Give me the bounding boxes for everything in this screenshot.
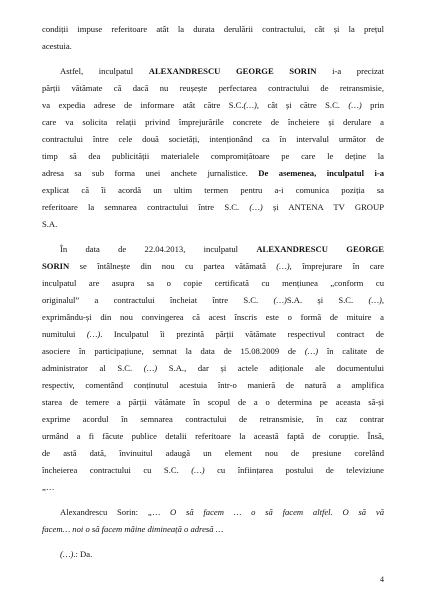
text-line [42, 216, 384, 233]
text-line [42, 360, 384, 377]
text-line [42, 428, 384, 445]
paragraph-gap [42, 496, 384, 504]
text-span: S.A. și S.C. [286, 295, 369, 305]
text-span: .: Da. [73, 549, 93, 559]
italic-text: (…) [273, 295, 287, 305]
text-line [42, 546, 384, 563]
italic-text: (…) [249, 202, 263, 212]
text-line [42, 394, 384, 411]
text-span: care va solicita relații privind împrejurările concrete de încheiere și derulare a [42, 117, 384, 127]
text-span: și ANTENA TV GROUP [262, 202, 384, 212]
italic-text: (…) [143, 363, 158, 373]
text-line [42, 63, 384, 80]
text-span: i-a precizat [316, 66, 384, 76]
text-span: acestuia. [42, 41, 72, 51]
italic-text: (…) [368, 295, 382, 305]
bold-text: De asemenea, inculpatul i-a [258, 168, 384, 178]
text-line [42, 292, 384, 309]
text-line [42, 521, 384, 538]
bold-text: SORIN [42, 261, 70, 271]
text-span: S.A., dar și actele adiționale ale documentului [157, 363, 384, 373]
paragraph [42, 546, 384, 563]
italic-text: (…) [60, 549, 74, 559]
text-span: timp să dea publicității materialele compromițătoare pe care le deține la [42, 151, 384, 161]
italic-text: (…) [304, 346, 319, 356]
text-span: numitului [42, 329, 87, 339]
text-span: starea de temere a părții vătămate în scopul de a o determina pe aceasta să-și [42, 397, 384, 407]
text-line [42, 21, 384, 38]
text-line [42, 309, 384, 326]
text-span: încheierea contractului cu S.C. [42, 465, 192, 475]
text-line [42, 462, 384, 479]
text-span: se întâlnește din nou cu partea vătămată [69, 261, 277, 271]
text-span: originalul” a contractului încheiat între S.C. [42, 295, 274, 305]
text-span: de astă dată, învinuitul adaugă un element nou de presiune corelând [42, 448, 384, 458]
text-span: exprime acordul în semnarea contractului de retransmisie, în caz contrar [42, 414, 384, 424]
text-span: . Inculpatul îi prezintă părții vătămate respectivul contract de [100, 329, 384, 339]
text-line [42, 258, 384, 275]
text-line [42, 326, 384, 343]
text-line [42, 377, 384, 394]
text-span: referitoare la semnarea contractului între S.C. [42, 202, 250, 212]
text-line [42, 504, 384, 521]
text-line [42, 97, 384, 114]
text-span: condiții impuse referitoare atât la durata derulării contractului, cât și la prețul [42, 24, 384, 34]
italic-text: (…) [276, 261, 290, 271]
text-span: , împrejurare în care [289, 261, 384, 271]
text-line [42, 343, 384, 360]
text-line [42, 479, 384, 496]
text-line [42, 275, 384, 292]
text-span: asociere în participațiune, semnat la data de 15.08.2009 de [42, 346, 305, 356]
paragraph-gap [42, 233, 384, 241]
paragraph [42, 21, 384, 55]
paragraph-gap [42, 55, 384, 63]
paragraph [42, 241, 384, 496]
text-line [42, 80, 384, 97]
text-span: exprimându-și din nou convingerea că acest înscris este o formă de mituire a [42, 312, 384, 322]
text-span: adresa sa sub forma unei anchete jurnalistice. [42, 168, 259, 178]
text-line [42, 241, 384, 258]
text-line [42, 131, 384, 148]
italic-text: (…) [191, 465, 205, 475]
text-span: explicat că îi acordă un ultim termen pentru a-i comunica poziția sa [42, 185, 384, 195]
paragraph-gap [42, 538, 384, 546]
text-span: Alexandrescu Sorin: [60, 507, 148, 517]
text-span: părții vătămate că dacă nu reușește perfectarea contractului de retransmisie, [42, 83, 384, 93]
text-span: prin [361, 100, 384, 110]
text-line [42, 38, 384, 55]
text-span: „… [42, 482, 55, 492]
page-number: 4 [380, 575, 384, 584]
italic-text: „… O să facem … o să facem altfel. O să vă [147, 507, 384, 517]
text-line [42, 199, 384, 216]
paragraph [42, 63, 384, 233]
text-span: inculpatul are asupra sa o copie certificată cu mențiunea „conform cu [42, 278, 384, 288]
text-span: cu înființarea postului de televiziune [204, 465, 384, 475]
text-span: , cât și către S.C. [256, 100, 349, 110]
text-line [42, 148, 384, 165]
text-line [42, 445, 384, 462]
italic-text: (…) [243, 100, 257, 110]
document-body [42, 21, 384, 563]
text-span: respectiv, comentând conținutul acestuia într-o manieră de natură a amplifica [42, 380, 384, 390]
text-span: Astfel, inculpatul [60, 66, 149, 76]
bold-text: ALEXANDRESCU GEORGE [256, 244, 384, 254]
text-line [42, 182, 384, 199]
bold-text: ALEXANDRESCU GEORGE SORIN [148, 66, 317, 76]
text-span: contractului între cele două societăți, intenționând ca în intervalul următor de [42, 134, 384, 144]
text-span: În data de 22.04.2013, inculpatul [60, 244, 257, 254]
italic-text: (…) [86, 329, 101, 339]
text-line [42, 114, 384, 131]
paragraph [42, 504, 384, 538]
italic-text: facem… noi o să facem mâine dimineață o adresă … [42, 524, 224, 534]
text-span: în calitate de [318, 346, 384, 356]
italic-text: (…) [348, 100, 362, 110]
text-line [42, 411, 384, 428]
text-span: S.A. [42, 219, 58, 229]
text-span: , [381, 295, 384, 305]
text-span: urmând a fi făcute publice detalii referitoare la această faptă de corupție. Însă, [42, 431, 384, 441]
text-span: va expedia adrese de informare atât către S.C. [42, 100, 244, 110]
text-line [42, 165, 384, 182]
text-span: administrator al S.C. [42, 363, 144, 373]
